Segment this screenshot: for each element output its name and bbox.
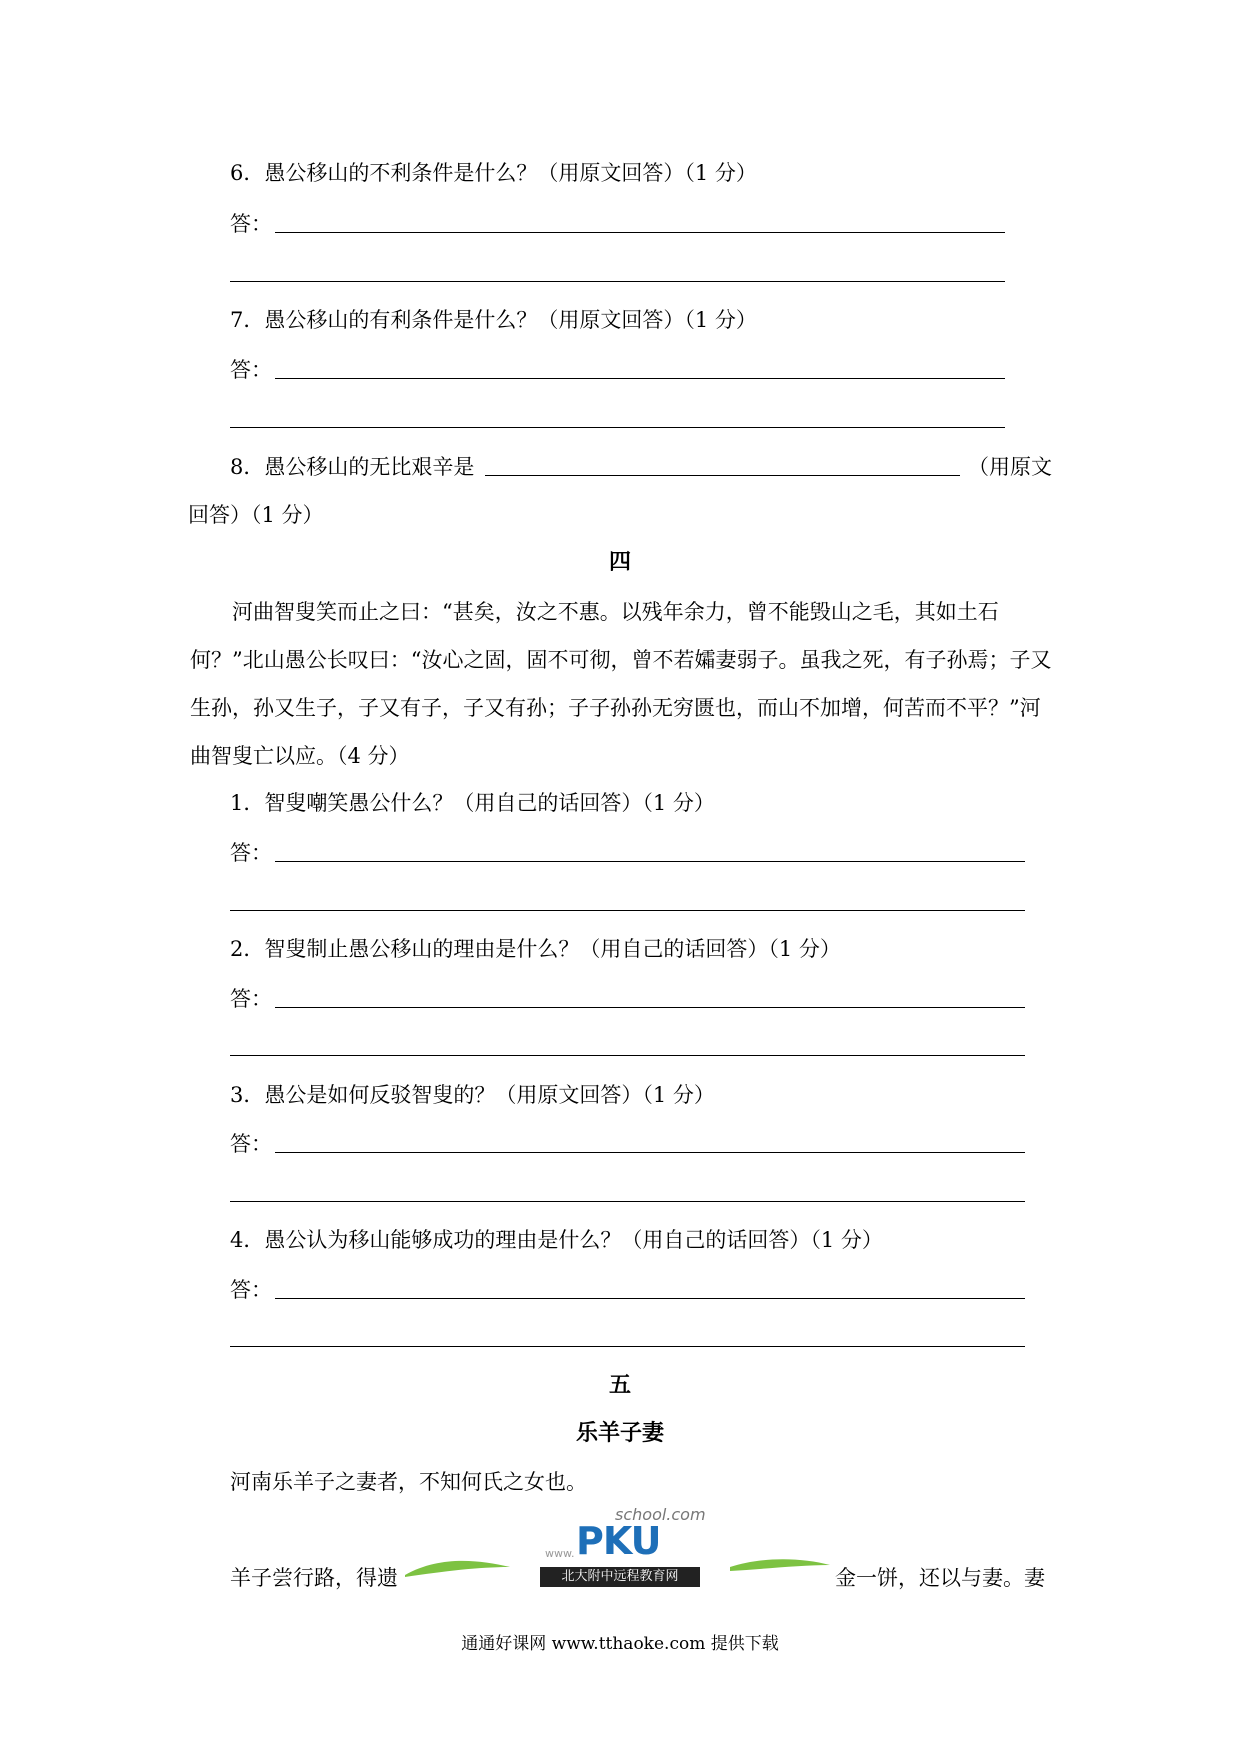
- answer-blank[interactable]: [230, 427, 1005, 428]
- question-1: 1．智叟嘲笑愚公什么？（用自己的话回答）（1 分）: [230, 791, 715, 815]
- question-8-continuation: 回答）（1 分）: [188, 503, 324, 527]
- answer-blank[interactable]: [230, 281, 1005, 282]
- answer-label: 答：: [230, 841, 272, 865]
- question-7: 7．愚公移山的有利条件是什么？（用原文回答）（1 分）: [230, 308, 757, 332]
- passage-title: 乐羊子妻: [575, 1420, 664, 1446]
- section-heading: 四: [608, 549, 631, 575]
- answer-blank[interactable]: [230, 1055, 1025, 1056]
- answer-label: 答：: [230, 212, 272, 236]
- logo-www-text: www.: [545, 1547, 575, 1560]
- answer-blank[interactable]: [275, 1007, 1025, 1008]
- passage-line: 金一饼，还以与妻。妻: [835, 1566, 1045, 1590]
- passage: 河曲智叟笑而止之曰：“甚矣，汝之不惠。以残年余力，曾不能毁山之毛，其如土石何？”北山愚公长叹曰：“汝心之固，固不可彻，曾不若孀妻弱子。虽我之死，有子孙焉；子又生孙，孙又生子，子又有子，子又有孙；子子孙孙无穷匮也，而山不加增，何苦而不平？”河曲智叟亡以应。（4 分）: [190, 600, 1052, 768]
- passage-line: 羊子尝行路，得遗: [230, 1566, 398, 1590]
- answer-blank[interactable]: [230, 1346, 1025, 1347]
- question-3: 3．愚公是如何反驳智叟的？（用原文回答）（1 分）: [230, 1083, 715, 1107]
- page-footer: 通通好课网 www.tthaoke.com 提供下载: [461, 1634, 779, 1654]
- logo-top-text: school.com: [615, 1505, 706, 1524]
- answer-blank[interactable]: [275, 1152, 1025, 1153]
- pku-logo: [400, 1505, 840, 1605]
- answer-label: 答：: [230, 1278, 272, 1302]
- answer-blank[interactable]: [275, 232, 1005, 233]
- question-8-suffix: （用原文: [968, 455, 1052, 479]
- answer-blank[interactable]: [275, 861, 1025, 862]
- answer-blank[interactable]: [230, 1201, 1025, 1202]
- question-2: 2．智叟制止愚公移山的理由是什么？（用自己的话回答）（1 分）: [230, 937, 841, 961]
- passage-line: 河南乐羊子之妻者，不知何氏之女也。: [230, 1470, 587, 1494]
- answer-label: 答：: [230, 1132, 272, 1156]
- question-6: 6．愚公移山的不利条件是什么？（用原文回答）（1 分）: [230, 161, 757, 185]
- question-8: 8．愚公移山的无比艰辛是: [230, 455, 475, 479]
- answer-label: 答：: [230, 358, 272, 382]
- answer-blank[interactable]: [275, 378, 1005, 379]
- logo-brand-text: PKU: [576, 1519, 661, 1563]
- logo-bottom-text: 北大附中远程教育网: [540, 1567, 700, 1587]
- section-heading: 五: [608, 1372, 631, 1398]
- question-4: 4．愚公认为移山能够成功的理由是什么？（用自己的话回答）（1 分）: [230, 1228, 883, 1252]
- answer-blank[interactable]: [230, 910, 1025, 911]
- answer-blank[interactable]: [275, 1298, 1025, 1299]
- answer-label: 答：: [230, 987, 272, 1011]
- fill-in-blank[interactable]: [485, 475, 960, 476]
